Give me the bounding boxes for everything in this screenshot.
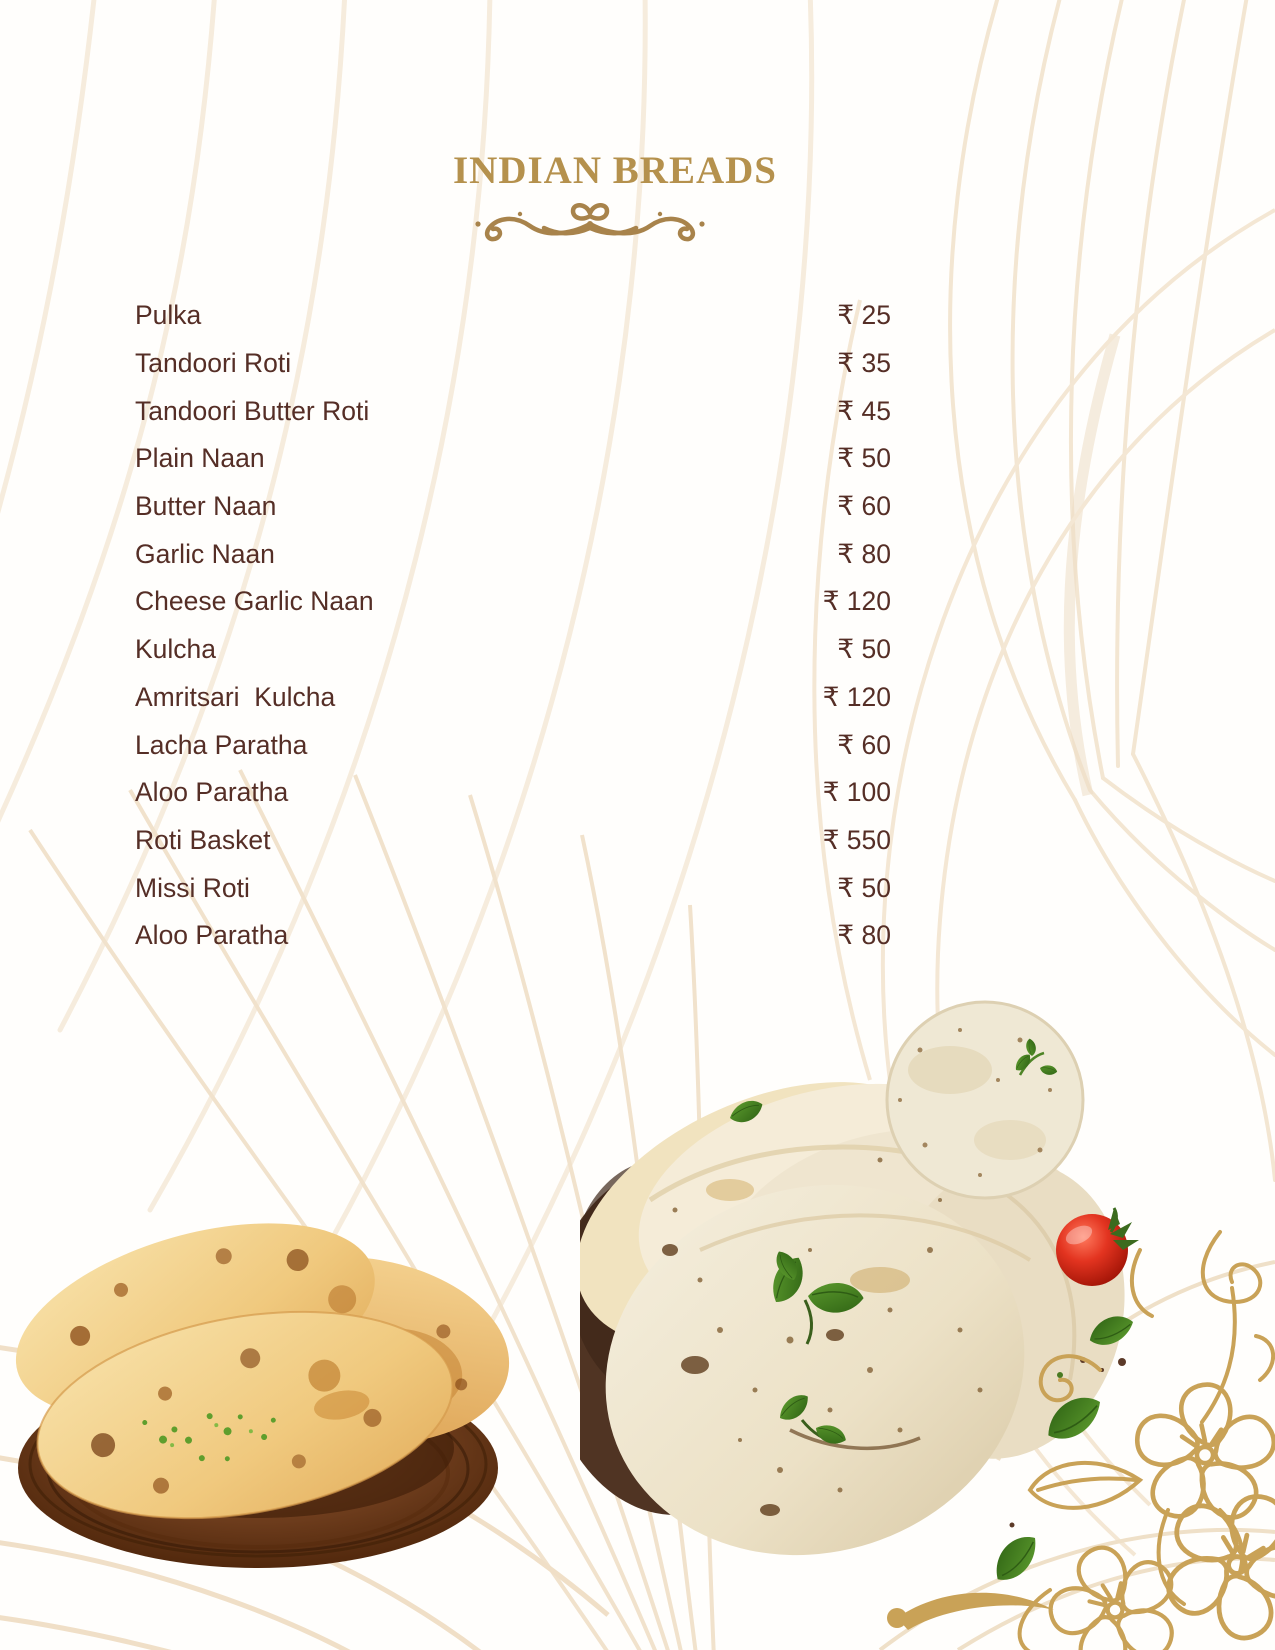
- menu-item-price: ₹ 60: [837, 491, 891, 522]
- menu-item-name: Amritsari Kulcha: [135, 681, 336, 712]
- menu-item-name: Missi Roti: [135, 872, 250, 903]
- menu-row: [135, 674, 891, 722]
- menu-row: [135, 912, 891, 960]
- menu-item-name: Cheese Garlic Naan: [135, 586, 374, 617]
- menu-item-price: ₹ 50: [837, 872, 891, 903]
- menu-row: [135, 340, 891, 388]
- menu-item-name: Pulka: [135, 300, 202, 331]
- menu-item-name: Plain Naan: [135, 443, 265, 474]
- menu-row: [135, 626, 891, 674]
- menu-row: [135, 769, 891, 817]
- menu-item-price: ₹ 100: [822, 777, 891, 808]
- menu-item-name: Tandoori Roti: [135, 348, 292, 379]
- menu-row: [135, 530, 891, 578]
- menu-item-price: ₹ 120: [822, 586, 891, 617]
- menu-item-price: ₹ 550: [822, 824, 891, 855]
- menu-row: [135, 864, 891, 912]
- menu-row: [135, 387, 891, 435]
- page-title: INDIAN BREADS: [453, 149, 777, 192]
- menu-item-price: ₹ 80: [837, 920, 891, 951]
- menu-list: [135, 292, 891, 960]
- menu-item-name: Lacha Paratha: [135, 729, 308, 760]
- ornament-divider: [468, 197, 713, 245]
- menu-item-price: ₹ 35: [837, 348, 891, 379]
- menu-item-name: Kulcha: [135, 634, 217, 665]
- menu-item-price: ₹ 50: [837, 443, 891, 474]
- menu-item-price: ₹ 50: [837, 634, 891, 665]
- menu-row: [135, 817, 891, 865]
- menu-item-price: ₹ 45: [837, 395, 891, 426]
- naan-basket-image: [10, 1170, 510, 1570]
- menu-item-name: Tandoori Butter Roti: [135, 395, 370, 426]
- menu-item-name: Garlic Naan: [135, 538, 275, 569]
- menu-row: [135, 483, 891, 531]
- menu-row: [135, 435, 891, 483]
- menu-row: [135, 292, 891, 340]
- menu-item-price: ₹ 120: [822, 681, 891, 712]
- menu-item-name: Aloo Paratha: [135, 777, 289, 808]
- menu-item-name: Butter Naan: [135, 491, 277, 522]
- menu-row: [135, 721, 891, 769]
- chapati-scene-image: [580, 950, 1275, 1650]
- menu-item-price: ₹ 60: [837, 729, 891, 760]
- menu-item-price: ₹ 80: [837, 538, 891, 569]
- menu-item-name: Aloo Paratha: [135, 920, 289, 951]
- menu-item-name: Roti Basket: [135, 824, 271, 855]
- menu-item-price: ₹ 25: [837, 300, 891, 331]
- menu-row: [135, 578, 891, 626]
- single-chapati-image: [887, 1002, 1083, 1198]
